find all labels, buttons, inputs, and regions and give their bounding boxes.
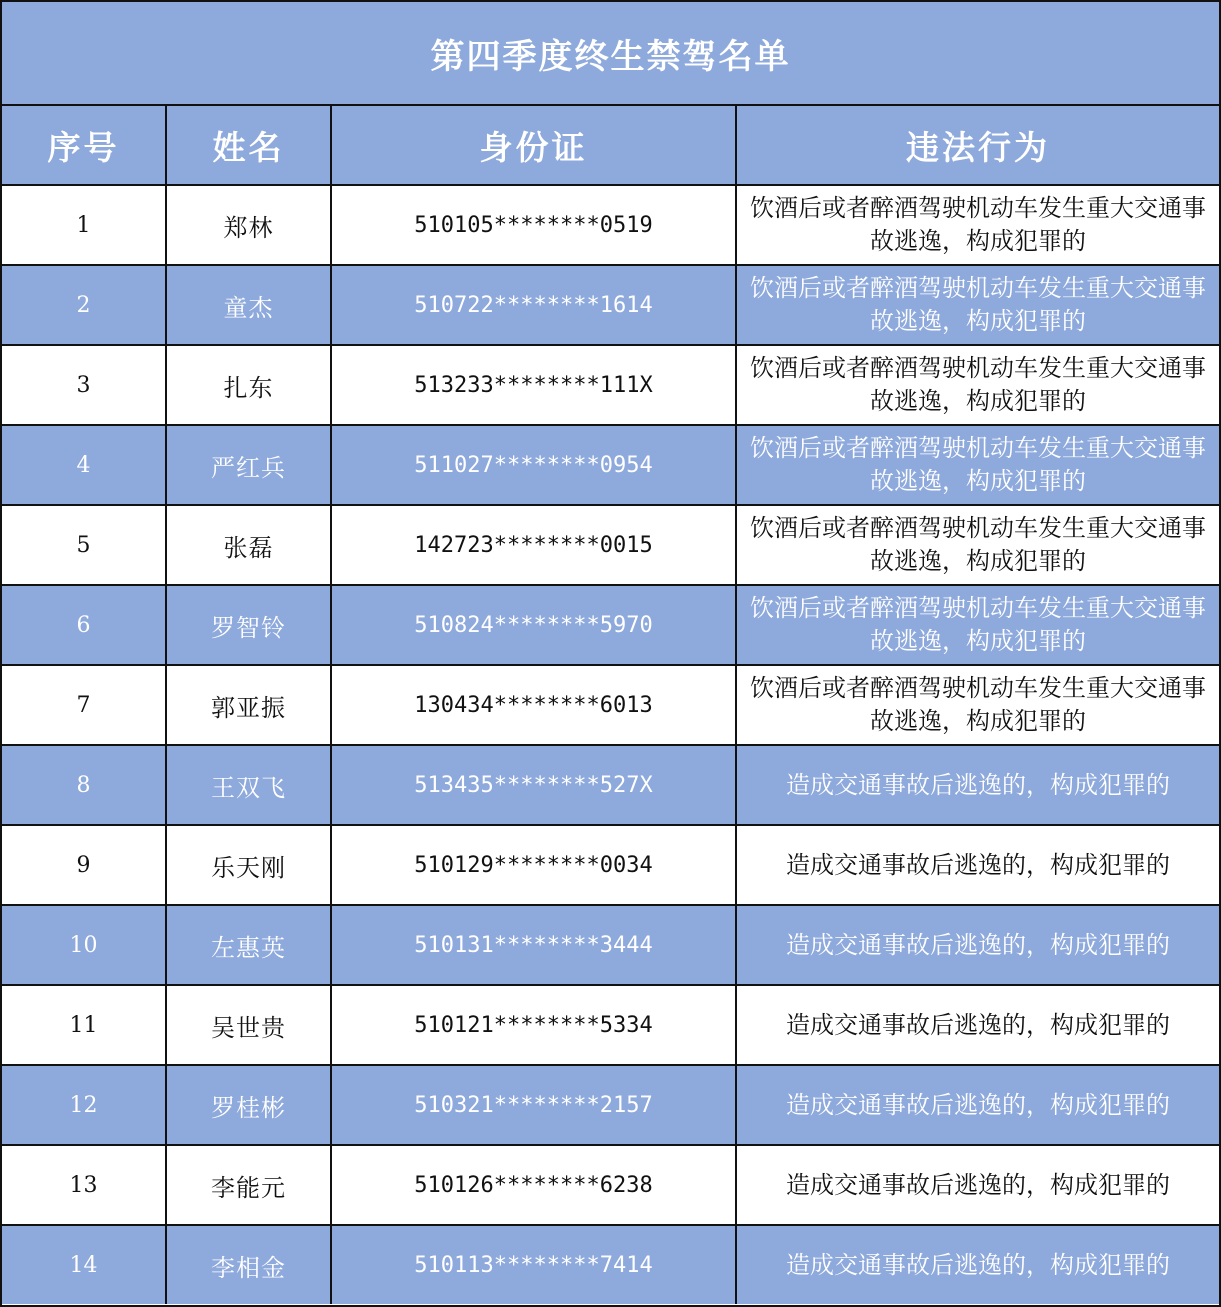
table-row (2, 1225, 1219, 1304)
header-id-number: 身份证 (331, 106, 736, 185)
cell-id-number: 510129********0034 (331, 825, 736, 905)
cell-violation: 饮酒后或者醉酒驾驶机动车发生重大交通事故逃逸，构成犯罪的 (736, 665, 1219, 745)
cell-id-number: 511027********0954 (331, 425, 736, 505)
cell-id-number: 510113********7414 (331, 1225, 736, 1304)
cell-name: 罗桂彬 (166, 1065, 331, 1145)
table-row (2, 985, 1219, 1065)
table-row (2, 1065, 1219, 1145)
cell-name: 严红兵 (166, 425, 331, 505)
cell-serial-number: 10 (2, 905, 166, 985)
cell-id-number: 513233********111X (331, 345, 736, 425)
cell-name: 扎东 (166, 345, 331, 425)
table-body (2, 185, 1219, 1304)
header-row (2, 106, 1219, 185)
cell-serial-number: 8 (2, 745, 166, 825)
cell-violation: 饮酒后或者醉酒驾驶机动车发生重大交通事故逃逸，构成犯罪的 (736, 345, 1219, 425)
cell-id-number: 510722********1614 (331, 265, 736, 345)
table-row (2, 345, 1219, 425)
table-row (2, 185, 1219, 265)
cell-serial-number: 4 (2, 425, 166, 505)
cell-violation: 饮酒后或者醉酒驾驶机动车发生重大交通事故逃逸，构成犯罪的 (736, 265, 1219, 345)
cell-name: 吴世贵 (166, 985, 331, 1065)
table-row (2, 585, 1219, 665)
cell-serial-number: 1 (2, 185, 166, 265)
cell-serial-number: 6 (2, 585, 166, 665)
cell-serial-number: 9 (2, 825, 166, 905)
cell-name: 左惠英 (166, 905, 331, 985)
table-row (2, 265, 1219, 345)
table-row (2, 505, 1219, 585)
cell-name: 郑林 (166, 185, 331, 265)
cell-violation: 造成交通事故后逃逸的，构成犯罪的 (736, 1225, 1219, 1304)
cell-violation: 造成交通事故后逃逸的，构成犯罪的 (736, 1065, 1219, 1145)
cell-serial-number: 3 (2, 345, 166, 425)
table-row (2, 665, 1219, 745)
cell-id-number: 510126********6238 (331, 1145, 736, 1225)
cell-name: 张磊 (166, 505, 331, 585)
header-name: 姓名 (166, 106, 331, 185)
cell-violation: 饮酒后或者醉酒驾驶机动车发生重大交通事故逃逸，构成犯罪的 (736, 505, 1219, 585)
cell-id-number: 142723********0015 (331, 505, 736, 585)
cell-name: 乐天刚 (166, 825, 331, 905)
table-row (2, 425, 1219, 505)
cell-name: 罗智铃 (166, 585, 331, 665)
cell-serial-number: 7 (2, 665, 166, 745)
cell-violation: 饮酒后或者醉酒驾驶机动车发生重大交通事故逃逸，构成犯罪的 (736, 425, 1219, 505)
cell-id-number: 510824********5970 (331, 585, 736, 665)
cell-id-number: 513435********527X (331, 745, 736, 825)
header-violation: 违法行为 (736, 106, 1219, 185)
cell-id-number: 510105********0519 (331, 185, 736, 265)
cell-id-number: 510121********5334 (331, 985, 736, 1065)
table-title: 第四季度终生禁驾名单 (2, 2, 1219, 106)
cell-violation: 造成交通事故后逃逸的，构成犯罪的 (736, 985, 1219, 1065)
cell-name: 王双飞 (166, 745, 331, 825)
cell-serial-number: 12 (2, 1065, 166, 1145)
table-row (2, 745, 1219, 825)
cell-violation: 造成交通事故后逃逸的，构成犯罪的 (736, 745, 1219, 825)
header-serial-number: 序号 (2, 106, 166, 185)
cell-violation: 饮酒后或者醉酒驾驶机动车发生重大交通事故逃逸，构成犯罪的 (736, 585, 1219, 665)
cell-id-number: 510131********3444 (331, 905, 736, 985)
table-row (2, 1145, 1219, 1225)
cell-id-number: 130434********6013 (331, 665, 736, 745)
cell-violation: 造成交通事故后逃逸的，构成犯罪的 (736, 825, 1219, 905)
cell-name: 童杰 (166, 265, 331, 345)
cell-violation: 造成交通事故后逃逸的，构成犯罪的 (736, 905, 1219, 985)
cell-name: 李能元 (166, 1145, 331, 1225)
ban-list-table (2, 106, 1219, 1304)
table-row (2, 825, 1219, 905)
cell-serial-number: 2 (2, 265, 166, 345)
cell-id-number: 510321********2157 (331, 1065, 736, 1145)
cell-serial-number: 11 (2, 985, 166, 1065)
table-row (2, 905, 1219, 985)
cell-name: 李相金 (166, 1225, 331, 1304)
cell-serial-number: 13 (2, 1145, 166, 1225)
cell-name: 郭亚振 (166, 665, 331, 745)
cell-serial-number: 14 (2, 1225, 166, 1304)
cell-violation: 饮酒后或者醉酒驾驶机动车发生重大交通事故逃逸，构成犯罪的 (736, 185, 1219, 265)
cell-serial-number: 5 (2, 505, 166, 585)
cell-violation: 造成交通事故后逃逸的，构成犯罪的 (736, 1145, 1219, 1225)
